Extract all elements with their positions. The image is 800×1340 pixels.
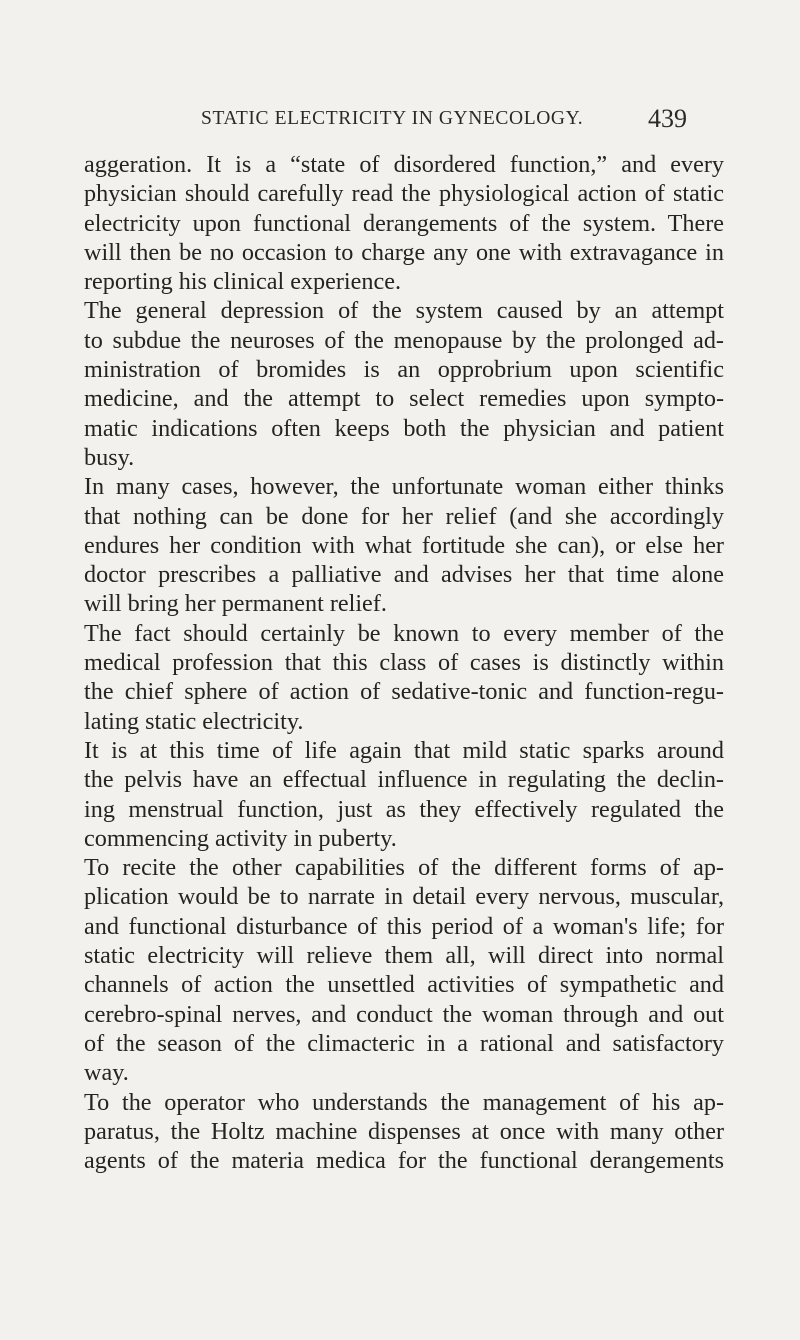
text-line: It is at this time of life again that mild static sparks around xyxy=(84,736,724,764)
text-line: aggeration. It is a “state of disordered function,” and every xyxy=(84,151,724,178)
text-line: matic indications often keeps both the physician and patient xyxy=(84,414,724,442)
text-line: To the operator who understands the management of his ap- xyxy=(84,1088,724,1116)
text-line: plication would be to narrate in detail every nervous, muscular, xyxy=(84,883,724,911)
text-line: static electricity will relieve them all, will direct into normal xyxy=(84,942,724,970)
text-line: To recite the other capabilities of the different forms of ap- xyxy=(84,854,724,882)
text-line: ing menstrual function, just as they effectively regulated the xyxy=(84,795,724,823)
text-line: medical profession that this class of cases is distinctly within xyxy=(84,649,724,677)
text-line: that nothing can be done for her relief (and she accordingly xyxy=(84,502,724,530)
text-line: will then be no occasion to charge any one with extravagance in xyxy=(84,238,724,266)
text-line: In many cases, however, the unfortunate woman either thinks xyxy=(84,473,724,501)
text-line: and functional disturbance of this period of a woman's life; for xyxy=(84,912,724,940)
text-line: reporting his clinical experience. xyxy=(84,268,401,296)
text-line: channels of action the unsettled activities of sympathetic and xyxy=(84,971,724,999)
text-line: the chief sphere of action of sedative-tonic and function-regu- xyxy=(84,678,724,706)
text-line: doctor prescribes a palliative and advises her that time alone xyxy=(84,561,724,589)
running-head xyxy=(0,104,800,138)
text-line: commencing activity in puberty. xyxy=(84,824,397,852)
text-line: endures her condition with what fortitude she can), or else her xyxy=(84,531,724,559)
body-text xyxy=(84,150,724,1175)
text-line: paratus, the Holtz machine dispenses at once with many other xyxy=(84,1117,724,1145)
text-line: to subdue the neuroses of the menopause by the prolonged ad- xyxy=(84,326,724,354)
text-line: of the season of the climacteric in a rational and satisfactory xyxy=(84,1029,724,1057)
text-line: electricity upon functional derangements of the system. There xyxy=(84,209,724,237)
text-line: cerebro-spinal nerves, and conduct the woman through and out xyxy=(84,1000,724,1028)
text-line: physician should carefully read the physiological action of static xyxy=(84,180,724,208)
text-line: ministration of bromides is an opprobrium upon scientific xyxy=(84,356,724,384)
text-line: agents of the materia medica for the functional derangements xyxy=(84,1147,724,1175)
text-line: The fact should certainly be known to every member of the xyxy=(84,619,724,647)
text-line: medicine, and the attempt to select remedies upon sympto- xyxy=(84,385,724,413)
text-line: will bring her permanent relief. xyxy=(84,590,387,618)
text-line: The general depression of the system caused by an attempt xyxy=(84,297,724,325)
text-line: way. xyxy=(84,1059,129,1087)
text-line: lating static electricity. xyxy=(84,707,304,735)
running-title: STATIC ELECTRICITY IN GYNECOLOGY. xyxy=(201,108,584,129)
page-number: 439 xyxy=(648,104,687,133)
text-line: the pelvis have an effectual influence in regulating the declin- xyxy=(84,766,724,794)
text-line: busy. xyxy=(84,443,135,471)
